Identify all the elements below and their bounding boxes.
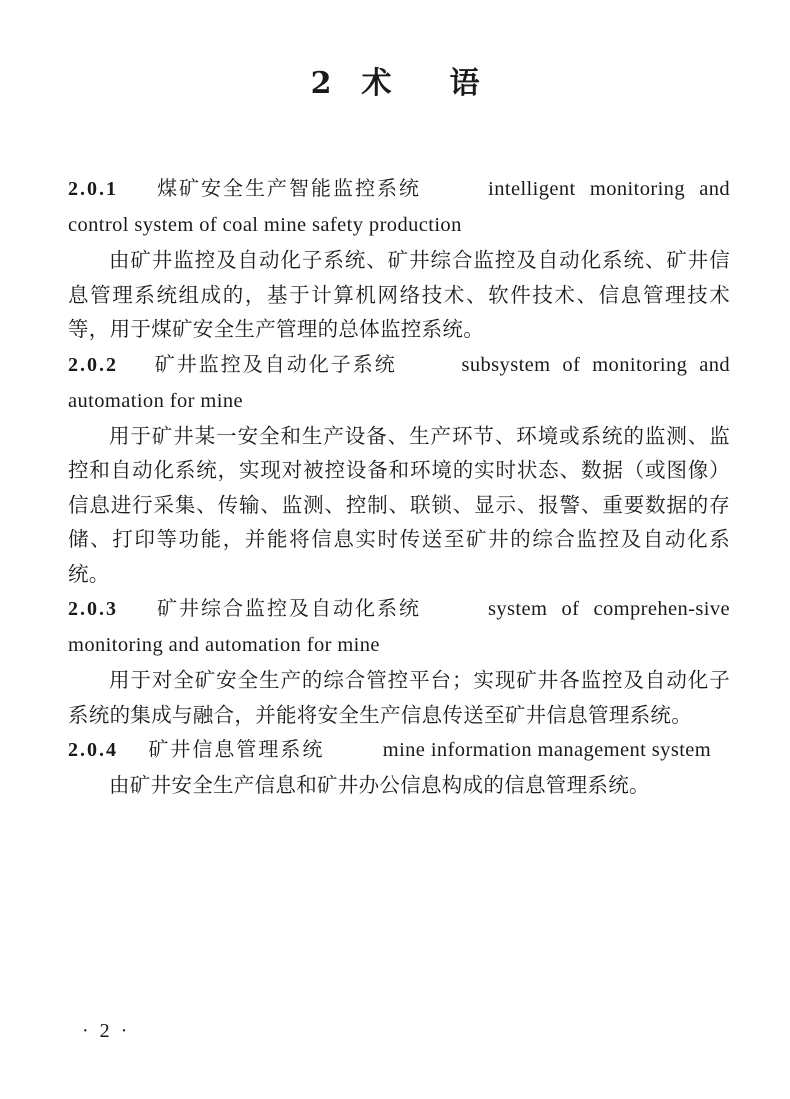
term-definition: 由矿井监控及自动化子系统、矿井综合监控及自动化系统、矿井信息管理系统组成的，基于计算机网络技术、软件技术、信息管理技术等，用于煤矿安全生产管理的总体监控系统。 bbox=[68, 248, 730, 341]
term-english-name: system of comprehen-sive monitoring and automation for mine bbox=[68, 598, 731, 656]
term-chinese-name: 矿井监控及自动化子系统 bbox=[154, 351, 397, 376]
term-chinese-name: 矿井综合监控及自动化系统 bbox=[156, 596, 421, 620]
term-number: 2.0.2 bbox=[68, 353, 118, 376]
term-chinese-name: 煤矿安全生产智能监控系统 bbox=[157, 176, 422, 200]
term-definition: 用于矿井某一安全和生产设备、生产环节、环境或系统的监测、监控和自动化系统，实现对被控设备和环境的实时状态、数据（或图像）信息进行采集、传输、监测、控制、联锁、显示、报警、重要数据的存储、打印等功能，并能将信息实时传送至矿井的综合监控及自动化系统。 bbox=[68, 423, 730, 586]
chapter-title bbox=[0, 62, 790, 106]
term-number: 2.0.3 bbox=[68, 598, 118, 620]
term-entry bbox=[68, 171, 730, 347]
terms-list bbox=[68, 171, 730, 803]
chapter-number: 2 bbox=[310, 66, 332, 101]
term-definition: 由矿井安全生产信息和矿井办公信息构成的信息管理系统。 bbox=[109, 773, 650, 797]
term-entry bbox=[68, 347, 730, 592]
term-heading bbox=[68, 732, 730, 768]
chapter-title-part1: 术 bbox=[361, 66, 392, 101]
term-chinese-name: 矿井信息管理系统 bbox=[148, 737, 325, 761]
term-english-name: subsystem of monitoring and automation for mine bbox=[68, 353, 731, 412]
term-number: 2.0.1 bbox=[68, 178, 118, 200]
page-number: · 2 · bbox=[82, 1020, 131, 1042]
term-heading bbox=[68, 347, 730, 419]
term-number: 2.0.4 bbox=[68, 739, 118, 761]
term-heading bbox=[68, 591, 730, 663]
term-english-name: mine information management system bbox=[382, 739, 712, 761]
chapter-title-part2: 语 bbox=[449, 66, 480, 101]
term-definition: 用于对全矿安全生产的综合管控平台；实现矿井各监控及自动化子系统的集成与融合，并能将安全生产信息传送至矿井信息管理系统。 bbox=[68, 668, 730, 727]
term-english-name: intelligent monitoring and control system of coal mine safety production bbox=[68, 178, 731, 236]
term-entry bbox=[68, 732, 730, 803]
term-entry bbox=[68, 591, 730, 732]
term-heading bbox=[68, 171, 730, 243]
